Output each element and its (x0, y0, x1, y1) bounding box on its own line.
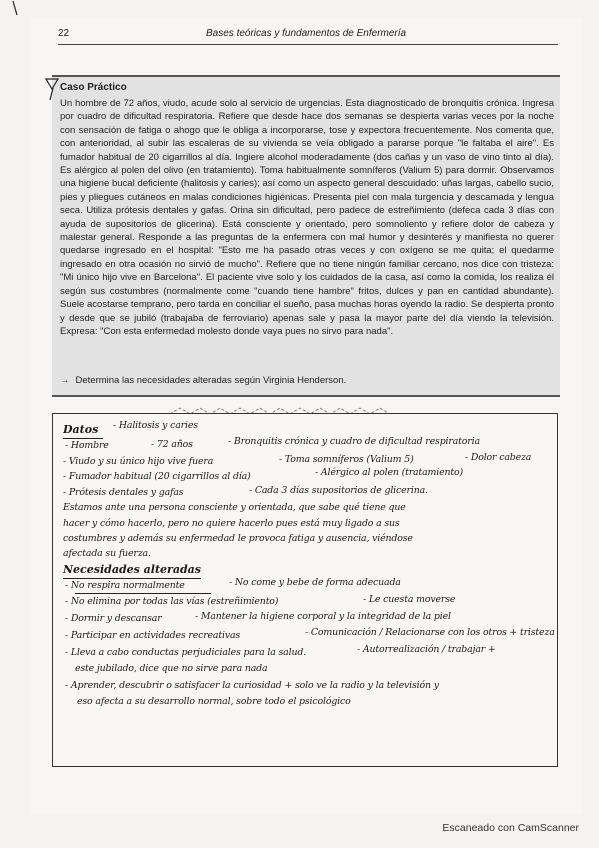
note-line: - Toma somníferos (Valium 5) (279, 454, 414, 465)
case-text: Un hombre de 72 años, viudo, acude solo al servicio de urgencias. Esta diagnosticado de bronquitis crónica. Ingresa por cuadro de dificultad respiratoria. Refiere que desde hace dos semanas se despierta varias veces por la noche con sensación de fatiga o ahogo que le obliga a incorporarse, tose y expectora frecuentemente. Nos comenta que, con anterioridad, al subir las escaleras de su vivienda se veía obligado a pararse porque "le faltaba el aire". Es fumador habitual de 20 cigarrillos al día. Ingiere alcohol moderadamente (dos cañas y un vaso de vino tinto al día). Es alérgico al polen del olivo (en tratamiento). Toma habitualmente somníferos (Valium 5) para dormir. Observamos una higiene bucal deficiente (halitosis y caries); así como un aspecto general descuidado: uñas largas, cabello sucio, pies y pliegues cutáneos en malas condiciones higiénicas. Presenta piel con mala turgencia y descamada y lengua seca. Utiliza prótesis dentales y gafas. Orina sin dificultad, pero padece de estreñimiento (defeca cada 3 días con ayuda de supositorios de glicerina). Está consciente y orientado, pero somnoliento y refiere dolor de cabeza y malestar general. Responde a las preguntas de la enfermera con mal humor y desinterés y manifiesta no querer quedarse ingresado en el hospital: "Esto me ha pasado otras veces y con oxígeno se me quita; el quedarme ingresado en otra ocasión no sirvió de mucho". Refiere que no tiene ningún familiar cercano, nos dice con tristeza: "Mi único hijo vive en Barcelona". El paciente vive solo y los cuidados de la casa, así como la comida, los realiza él según sus costumbres (normalmente come "cuando tiene hambre" fritos, dulces y pan en cantidad abundante). Suele acostarse temprano, pero tarda en conciliar el sueño, pasa muchas horas oyendo la radio. Se despierta pronto y desde que se jubiló (trabajaba de ferroviario) apenas sale y pasa la mayor parte del día viendo la televisión. Expresa: "Con esta enfermedad molesto donde vaya pues no sirvo para nada". (60, 98, 554, 337)
case-title: Caso Práctico (60, 82, 127, 93)
datos-subnote: - Halitosis y caries (113, 420, 198, 431)
running-header (58, 28, 558, 44)
need-item: - Lleva a cabo conductas perjudiciales para la salud. (65, 647, 307, 658)
task-line (60, 375, 346, 386)
need-item: - Comunicación / Relacionarse con los otros + tristeza (305, 627, 555, 638)
pen-corner-mark-icon (44, 75, 60, 101)
case-study-box (52, 75, 560, 397)
task-text: Determina las necesidades alteradas según Virginia Henderson. (75, 375, 347, 386)
note-paragraph-line: hacer y cómo hacerlo, pero no quiere hacerlo pues está muy ligado a sus (63, 518, 400, 529)
need-item-continuation: este jubilado, dice que no sirve para nada (75, 663, 268, 674)
need-item-continuation: eso afecta a su desarrollo normal, sobre todo el psicológico (77, 696, 351, 707)
necesidades-heading: Necesidades alteradas (63, 563, 201, 576)
datos-heading: Datos (63, 423, 99, 436)
note-line: - Viudo y su único hijo vive fuera (63, 456, 214, 467)
page-number: 22 (58, 28, 70, 39)
pen-mark-icon (10, 0, 22, 16)
need-item: - No come y bebe de forma adecuada (229, 577, 401, 588)
item-underline (75, 593, 211, 594)
need-item: - Autorrealización / trabajar + (357, 644, 496, 655)
running-title: Bases teóricas y fundamentos de Enfermería (206, 28, 407, 39)
note-paragraph-line: afectada su fuerza. (63, 548, 151, 559)
note-line: - 72 años (151, 439, 193, 450)
need-item: - Le cuesta moverse (363, 594, 456, 605)
handwritten-notes (52, 413, 558, 767)
note-line: - Hombre (65, 440, 109, 451)
note-line: - Dolor cabeza (465, 452, 532, 463)
heading-underline (63, 578, 201, 579)
box-top-border (52, 75, 560, 77)
need-item: - Aprender, descubrir o satisfacer la curiosidad + solo ve la radio y la televisión y (65, 680, 439, 691)
need-item: - Participar en actividades recreativas (65, 630, 241, 641)
need-item: - No respira normalmente (65, 580, 185, 591)
note-line: - Alérgico al polen (tratamiento) (315, 467, 464, 478)
need-item: - Dormir y descansar (65, 613, 162, 624)
scanner-watermark: Escaneado con CamScanner (442, 822, 579, 834)
heading-underline (63, 438, 103, 439)
need-item: - No elimina por todas las vías (estreñimiento) (65, 596, 279, 607)
header-rule (58, 44, 558, 45)
arrow-right-icon: → (60, 375, 70, 386)
box-bottom-border (52, 395, 560, 397)
note-paragraph-line: Estamos ante una persona consciente y orientada, que sabe qué tiene que (63, 502, 406, 513)
note-line: - Bronquitis crónica y cuadro de dificultad respiratoria (228, 436, 480, 447)
note-line: - Prótesis dentales y gafas (63, 487, 184, 498)
note-line: - Fumador habitual (20 cigarrillos al día) (63, 471, 251, 482)
note-line: - Cada 3 días supositorios de glicerina. (249, 485, 428, 496)
note-paragraph-line: costumbres y además su enfermedad le provoca fatiga y ausencia, viéndose (63, 533, 413, 544)
need-item: - Mantener la higiene corporal y la integridad de la piel (195, 611, 451, 622)
